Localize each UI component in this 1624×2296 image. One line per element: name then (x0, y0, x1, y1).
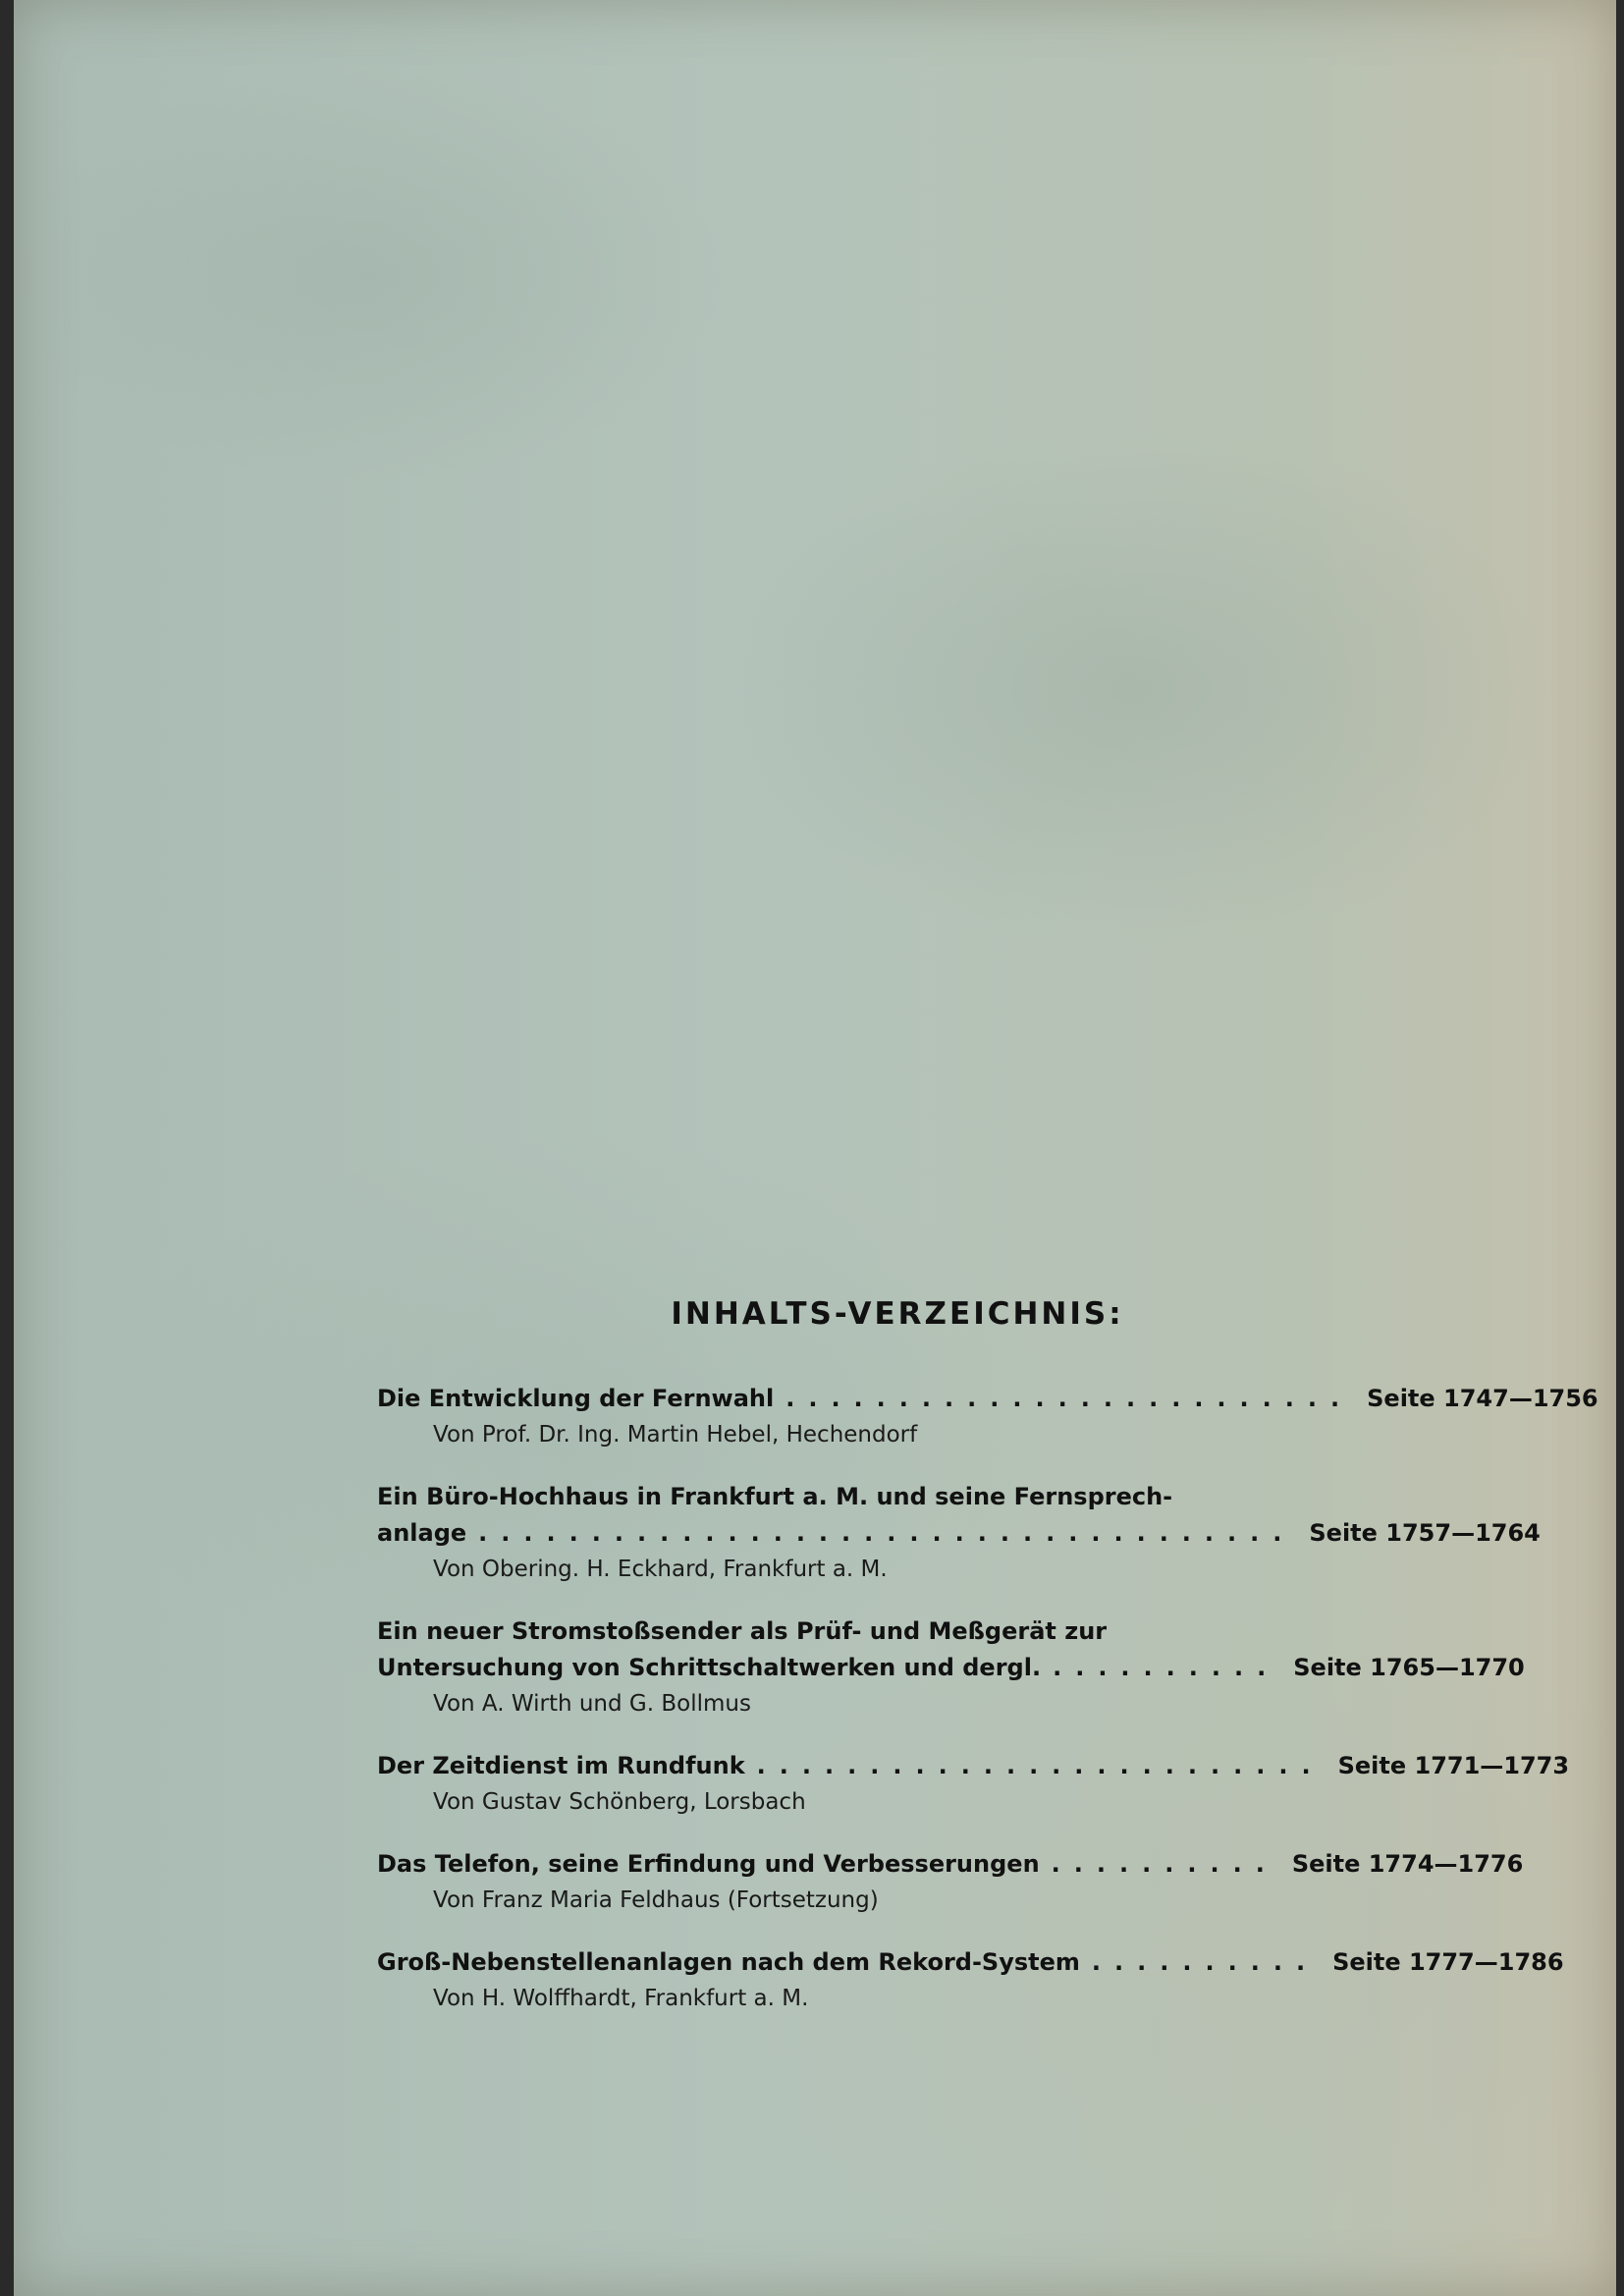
paper-page (14, 0, 1616, 2296)
entry-title: Untersuchung von Schrittschaltwerken und dergl. (377, 1654, 1042, 1681)
entry-title: Das Telefon, seine Erfindung und Verbesserungen (377, 1850, 1040, 1878)
entry-pages: Seite 1771—1773 (1337, 1752, 1570, 1779)
toc-entry (377, 1479, 1541, 1587)
entry-pages: Seite 1765—1770 (1293, 1654, 1525, 1681)
entry-title-line (377, 1479, 1369, 1515)
entry-title-line (377, 1650, 1525, 1686)
leader-dots: .......... (1053, 1654, 1280, 1681)
entry-author: Von H. Wolffhardt, Frankfurt a. M. (433, 1986, 809, 2011)
entry-author: Von Gustav Schönberg, Lorsbach (433, 1789, 806, 1815)
entry-title: Der Zeitdienst im Rundfunk (377, 1752, 745, 1779)
entry-title: Ein Büro-Hochhaus in Frankfurt a. M. und seine Fernsprech- (377, 1483, 1173, 1510)
leader-dots: ......................... (785, 1385, 1354, 1412)
entry-pages: Seite 1757—1764 (1309, 1519, 1541, 1547)
entry-title: Ein neuer Stromstoßsender als Prüf- und Meßgerät zur (377, 1617, 1108, 1645)
leader-dots: ......................... (756, 1752, 1325, 1779)
entry-title-line (377, 1515, 1541, 1552)
entry-author: Von Franz Maria Feldhaus (Fortsetzung) (433, 1887, 879, 1913)
entry-title-line (377, 1846, 1524, 1883)
leader-dots: .................................... (478, 1519, 1296, 1547)
entry-title: Die Entwicklung der Fernwahl (377, 1385, 775, 1412)
entry-title-line (377, 1748, 1570, 1784)
entry-title-line (377, 1944, 1564, 1981)
leader-dots: .......... (1051, 1850, 1278, 1878)
entry-pages: Seite 1774—1776 (1291, 1850, 1524, 1878)
table-of-contents (377, 1296, 1598, 2043)
entry-author: Von Prof. Dr. Ing. Martin Hebel, Hechendorf (433, 1422, 918, 1448)
entry-title: anlage (377, 1519, 467, 1547)
toc-entry (377, 1748, 1570, 1820)
toc-entry (377, 1944, 1564, 2016)
entry-pages: Seite 1747—1756 (1367, 1385, 1598, 1412)
leader-dots: .......... (1091, 1948, 1320, 1976)
toc-title: INHALTS-VERZEICHNIS: (671, 1296, 1124, 1332)
toc-entry (377, 1381, 1598, 1452)
entry-title: Groß-Nebenstellenanlagen nach dem Rekord-System (377, 1948, 1080, 1976)
entry-title-line (377, 1381, 1598, 1417)
toc-entry (377, 1846, 1524, 1918)
entry-pages: Seite 1777—1786 (1332, 1948, 1564, 1976)
entry-author: Von Obering. H. Eckhard, Frankfurt a. M. (433, 1557, 888, 1582)
entry-title-line (377, 1613, 1369, 1650)
entry-author: Von A. Wirth und G. Bollmus (433, 1691, 751, 1717)
toc-entry (377, 1613, 1525, 1722)
